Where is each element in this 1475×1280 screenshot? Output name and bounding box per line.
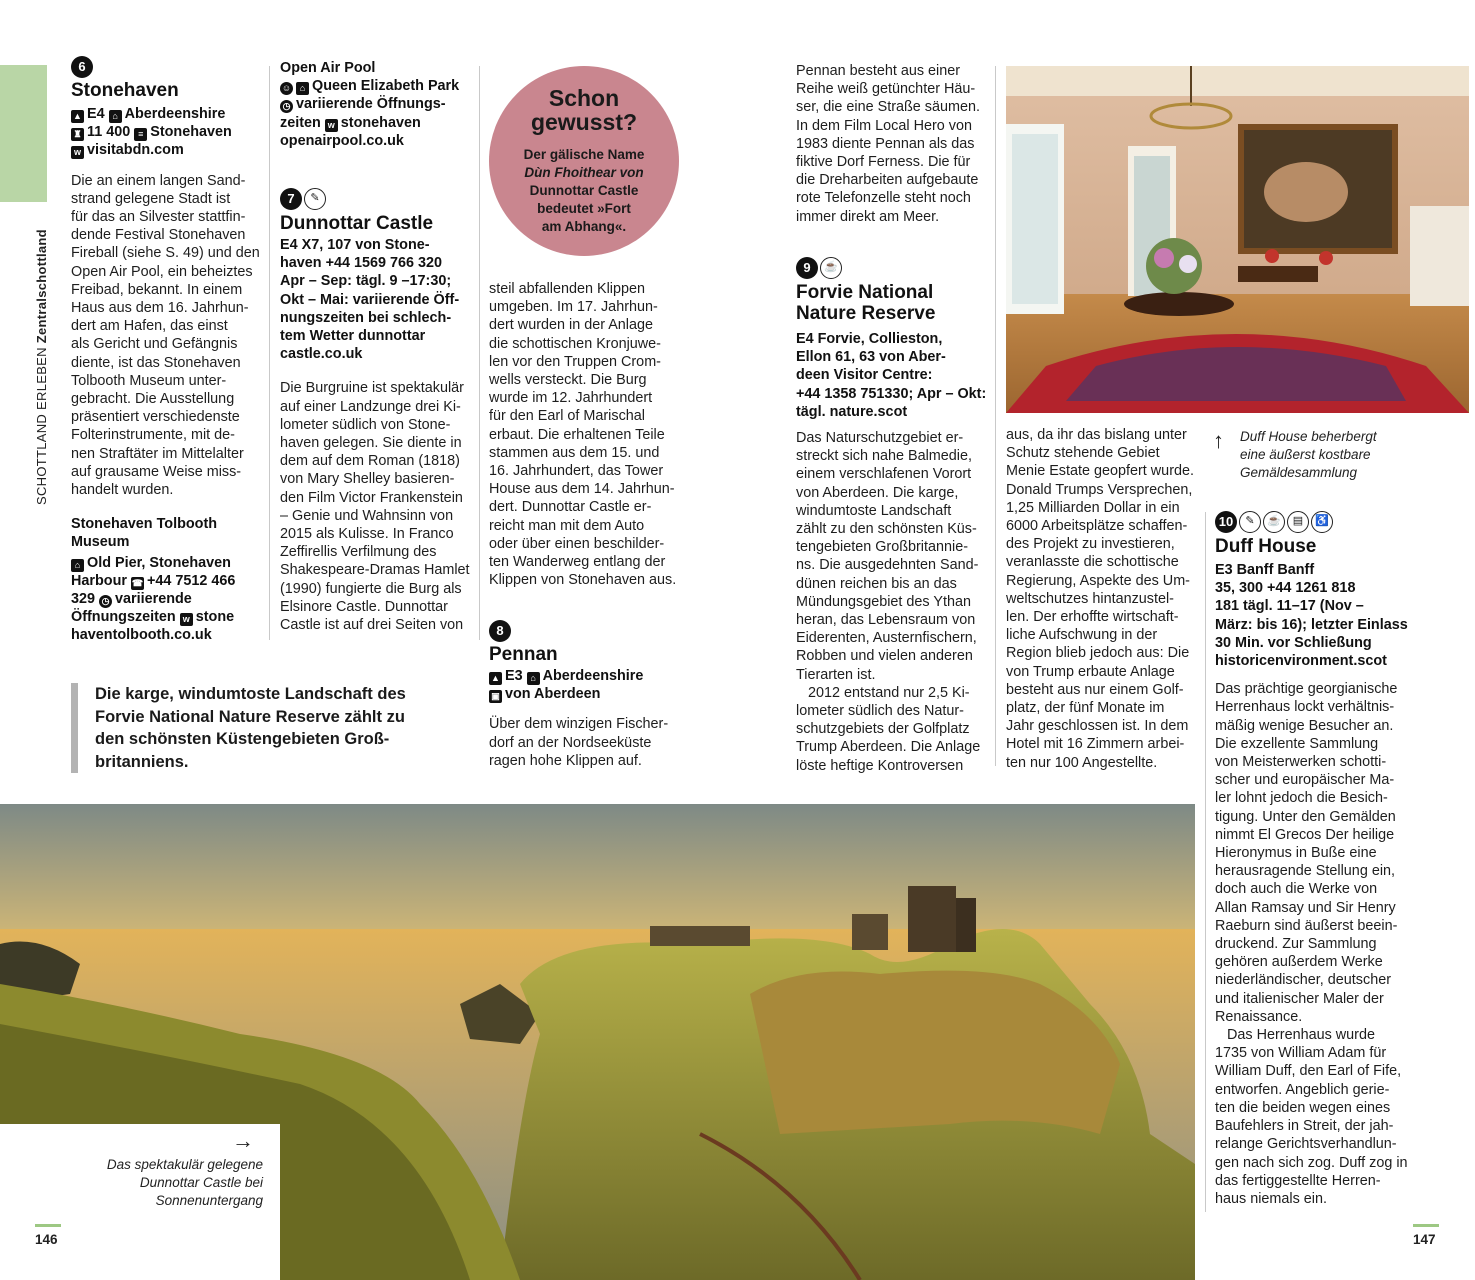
page-bar-left (35, 1224, 61, 1227)
web-icon: w (180, 613, 193, 626)
museum-title: Stonehaven Tolbooth Museum (71, 516, 218, 551)
entry-number: 9 (796, 257, 818, 279)
entry-info: E4 Forvie, Collieston, Ellon 61, 63 von Aber- deen Visitor Centre: +44 1358 751330; Apr – Okt: tägl. nature.scot (796, 331, 987, 420)
address-icon: ⌂ (109, 110, 122, 123)
fact-body: Der gälische Name Dùn Fhoithear von Dunnottar Castle bedeutet »Fort am Abhang«. (523, 147, 645, 234)
entry-info: E4 X7, 107 von Stone- haven +44 1569 766 320 Apr – Sep: tägl. 9 –17:30; Okt – Mai: variierende Öff- nungszeiten bei schlech- tem Wetter dunnottar castle.co.uk (280, 237, 460, 363)
bus-icon: ▣ (489, 690, 502, 703)
cafe-icon: ☕ (1263, 511, 1285, 533)
map-icon: ▲ (71, 110, 84, 123)
entry-title: Forvie National Nature Reserve (796, 282, 936, 324)
clock-icon: ◷ (280, 100, 293, 113)
entry-info: E3 Banff Banff 35, 300 +44 1261 818 181 tägl. 11–17 (Nov – März: bis 16); letzter Einlass 30 Min. vor Schließung historicenvironment.scot (1215, 562, 1408, 670)
entry-body: Das Naturschutzgebiet er- streckt sich nahe Balmedie, einem verschlafenen Vorort von Aberdeen. Die karge, windumtoste Landschaft zählt zu den schönsten Küs- tengebieten Großbritannie- ns. Die ausgedehnten Sand- dünen reichen bis an das Mündungsgebiet des Ythan heran, das Lebensraum von Eiderenten, Austernfischern, Robben und vielen anderen Tierarten ist. 2012 entstand nur 2,5 Ki- lometer südlich des Natur- schutzgebiets der Golfplatz Trump Aberdeen. Die Anlage löste heftige Kontroversen (796, 430, 981, 774)
entry-number: 7 (280, 188, 302, 210)
entry-info: ▲ E3 ⌂ Aberdeenshire ▣ von Aberdeen (489, 667, 679, 703)
duff-house-photo (1006, 66, 1469, 413)
openair-entry (280, 59, 475, 150)
dunnottar-entry (280, 188, 475, 634)
forvie-entry (796, 257, 991, 775)
duff-entry (1215, 511, 1435, 1208)
entry-body: Die an einem langen Sand- strand gelegene Stadt ist für das an Silvester stattfin- dende Festival Stonehaven Fireball (siehe S. 49) und den Open Air Pool, ein beheiztes Freibad, bekannt. In einem Haus aus dem 16. Jahrhun- dert am Hafen, das einst als Gericht und Gefängnis diente, ist das Stonehaven Tolbooth Museum unter- gebracht. Die Ausstellung präsentiert verschiedenste Folterinstrumente, mit de- nen Straftäter im Mittelalter auf grausame Weise miss- handelt wurden. (71, 172, 260, 499)
cafe-icon: ☕ (820, 257, 842, 279)
page-bar-right (1413, 1224, 1439, 1227)
entry-body: Das prächtige georgianische Herrenhaus lockt verhältnis- mäßig wenige Besucher an. Die exzellente Sammlung von Meisterwerken schotti- scher und europäischer Ma- ler lohnt jedoch die Besich- tigung. Unter den Gemälden nimmt El Grecos Der heilige Hieronymus in Buße eine herausragende Stellung ein, doch auch die Werke von Allan Ramsay und Sir Henry Raeburn sind äußerst beein- druckend. Zur Sammlung gehören außerdem Werke niederländischer, deutscher und italienischer Maler der Renaissance. Das Herrenhaus wurde 1735 von William Adam für William Duff, den Earl of Fife, entworfen. Angeblich gerie- ten die beiden wegen eines Baufehlers in Streit, der jah- relange Gerichtsverhandlun- gen nach sich zog. Duff zog in das fertiggestellte Herren- haus niemals ein. (1215, 681, 1408, 1207)
section-label: SCHOTTLAND ERLEBEN Zentralschottland (34, 229, 49, 505)
address-icon: ⌂ (296, 82, 309, 95)
entry-info: ☺ ⌂ Queen Elizabeth Park ◷ variierende Öffnungs- zeiten w stonehaven openairpool.co.uk (280, 78, 460, 149)
museum-info: ⌂ Old Pier, Stonehaven Harbour ☎ +44 7512 466 329 ◷ variierende Öffnungszeiten w stone haventolbooth.co.uk (71, 554, 236, 644)
population-icon: ♜ (71, 128, 84, 141)
wheelchair-icon: ♿ (1311, 511, 1333, 533)
column-divider (1205, 512, 1206, 1212)
dunnottar-continued: steil abfallenden Klippen umgeben. Im 17. Jahrhun- dert wurden in der Anlage die schottischen Kronjuwe- len vor den Truppen Crom- wells versteckt. Die Burg wurde im 12. Jahrhundert für den Earl of Marischal erbaut. Die erhaltenen Teile stammen aus dem 15. und 16. Jahrhundert, das Tower House aus dem 14. Jahrhun- dert. Dunnottar Castle er- reicht man mit dem Auto oder über einen beschilder- ten Wanderweg entlang der Klippen von Stonehaven aus. (489, 281, 677, 589)
pennan-continued: Pennan besteht aus einer Reihe weiß getünchter Häu- ser, die eine Straße säumen. In dem Film Local Hero von 1983 diente Pennan als das fiktive Dorf Ferness. Die für die Dreharbeiten aufgebaute rote Telefonzelle steht noch immer direkt am Meer. (796, 63, 980, 225)
entry-number: 10 (1215, 511, 1237, 533)
column-divider (995, 66, 996, 766)
address-icon: ⌂ (71, 559, 84, 572)
entry-info: ▲ E4 ⌂ Aberdeenshire ♜ 11 400 ≡ Stonehaven w visitabdn.com (71, 105, 261, 160)
entry-body: Über dem winzigen Fischer- dorf an der Nordseeküste ragen hohe Klippen auf. (489, 716, 669, 769)
entry-number: 6 (71, 56, 93, 78)
pull-quote: Die karge, windumtoste Landschaft des Forvie National Nature Reserve zählt zu den schönsten Küstengebieten Groß-britanniens. (71, 683, 416, 773)
entry-title: Open Air Pool (280, 60, 376, 76)
entry-title: Pennan (489, 644, 558, 665)
web-icon: w (71, 146, 84, 159)
entry-number: 8 (489, 620, 511, 642)
phone-icon: ☎ (131, 577, 144, 588)
pennan-entry (489, 620, 679, 770)
family-icon: ☺ (281, 83, 292, 94)
forvie-continued: aus, da ihr das bislang unter Schutz stehende Gebiet Menie Estate geopfert wurde. Donald Trumps Versprechen, 1,25 Milliarden Dollar in ein 6000 Arbeitsplätze schaffen- des Projekt zu investieren, veranlasste die schottische Regierung, Aspekte des Um- weltschutzes hintanzustel- len. Der erhoffte wirtschaft- liche Aufschwung in der Region blieb jedoch aus: Die von Trump erbaute Anlage besteht aus nur einem Golf- platz, der fünf Monate im Jahr geschlossen ist. In dem Hotel mit 16 Zimmern arbei- ten nur 100 Angestellte. (1006, 427, 1194, 771)
address-icon: ⌂ (527, 672, 540, 685)
column-divider (479, 66, 480, 640)
section-tab (0, 65, 47, 202)
duff-caption: Duff House beherbergt eine äußerst kostbare Gemäldesammlung (1240, 429, 1377, 480)
page-number-right: 147 (1413, 1232, 1436, 1247)
web-icon: w (325, 119, 338, 132)
shop-icon: ▤ (1287, 511, 1309, 533)
ticket-icon: ✎ (1239, 511, 1261, 533)
entry-body: Die Burgruine ist spektakulär auf einer Landzunge drei Ki- lometer südlich von Stone- haven gelegen. Sie diente in dem auf dem Roman (1818) von Mary Shelley basieren- den Film Victor Frankenstein – Genie und Wahnsinn von 2015 als Kulisse. In Franco Zeffirellis Verfilmung des Shakespeare-Dramas Hamlet (1990) fungierte die Burg als Elsinore Castle. Dunnottar Castle ist auf drei Seiten von (280, 380, 470, 634)
castle-caption: Das spektakulär gelegene Dunnottar Castle bei Sonnenuntergang (106, 1157, 263, 1208)
page-number-left: 146 (35, 1232, 58, 1247)
ticket-icon: ✎ (304, 188, 326, 210)
clock-icon: ◷ (99, 595, 112, 608)
column-divider (269, 66, 270, 640)
arrow-right-icon: → (232, 1128, 254, 1153)
stonehaven-entry (71, 56, 261, 645)
map-icon: ▲ (489, 672, 502, 685)
fact-title: Schon gewusst? (530, 85, 638, 135)
entry-title: Stonehaven (71, 80, 179, 101)
entry-title: Duff House (1215, 536, 1317, 557)
entry-title: Dunnottar Castle (280, 213, 434, 234)
train-icon: ≡ (134, 128, 147, 141)
arrow-up-icon: ↑ (1213, 428, 1224, 453)
fact-bubble (489, 66, 679, 256)
